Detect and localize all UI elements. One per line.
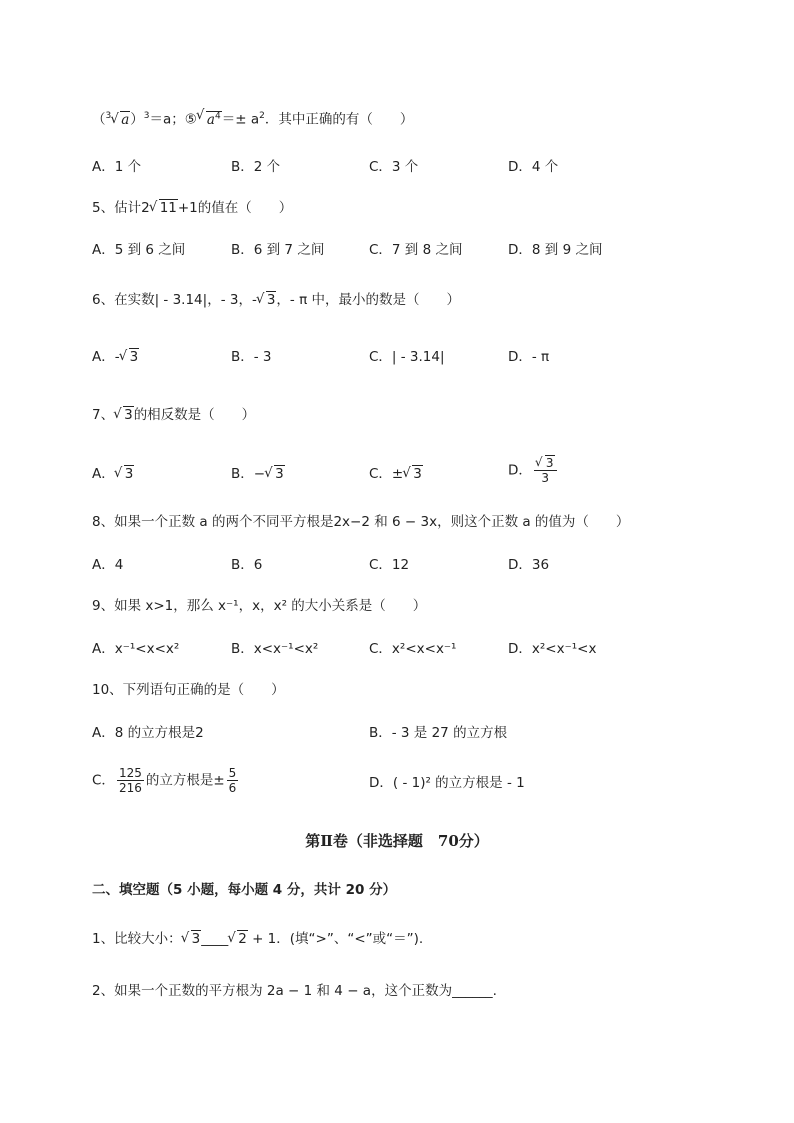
- q5-option-b[interactable]: B．6 到 7 之间: [231, 242, 325, 258]
- fill-question-2: 2、如果一个正数的平方根为 2a − 1 和 4 − a，这个正数为______.: [92, 983, 497, 999]
- q7-pre: 7、: [92, 407, 115, 423]
- q7-opt-a-sqrt: √ 3: [116, 464, 135, 484]
- q8-option-c[interactable]: C．12: [369, 557, 410, 573]
- f1-pre: 1、比较大小：: [92, 931, 182, 947]
- exponent-2: 2: [259, 111, 265, 121]
- q10-fraction-2: $\frac{5}{6}$: [228, 766, 237, 795]
- question-6: [92, 290, 460, 310]
- q6-pre: 6、在实数| - 3.14|，- 3，-: [92, 292, 257, 308]
- q7-post: 的相反数是（ ）: [133, 407, 256, 423]
- q6-option-d[interactable]: D．- π: [508, 349, 550, 365]
- q7-opt-b-label: B．−: [231, 466, 266, 482]
- q7-option-c[interactable]: [369, 464, 423, 484]
- q6-option-a[interactable]: [92, 347, 139, 367]
- q5-post: +1的值在（ ）: [177, 200, 293, 216]
- previous-question-fragment: [92, 106, 413, 130]
- f1-sqrt-2: √ 2: [229, 929, 248, 949]
- question-7: [92, 405, 255, 425]
- section-heading: 二、填空题（5 小题，每小题 4 分，共计 20 分）: [92, 882, 397, 898]
- cube-root-index: 3: [105, 111, 112, 121]
- sqrt-a4: [198, 106, 222, 130]
- q7-opt-b-sqrt: √ 3: [266, 464, 285, 484]
- q7-option-b[interactable]: [231, 464, 285, 484]
- q9-option-c[interactable]: C．x²<x<x⁻¹: [369, 641, 457, 657]
- question-10: 10、下列语句正确的是（ ）: [92, 682, 285, 698]
- q8-option-b[interactable]: B．6: [231, 557, 263, 573]
- equals-a-item5: ＝a；⑤: [149, 111, 197, 128]
- option-d[interactable]: D．4 个: [508, 159, 559, 175]
- q10-opt-c-label: C．: [92, 772, 115, 789]
- q6-option-b[interactable]: B．- 3: [231, 349, 272, 365]
- q7-opt-c-sqrt: √ 3: [404, 464, 423, 484]
- q10-option-d[interactable]: D．( - 1)² 的立方根是 - 1: [369, 775, 525, 791]
- q6-opt-a-label: A．-: [92, 349, 120, 365]
- q9-option-d[interactable]: D．x²<x⁻¹<x: [508, 641, 597, 657]
- plusminus-a: ＝± a: [221, 111, 260, 128]
- q10-fraction-1: $\frac{125}{216}$: [118, 766, 142, 795]
- q6-option-c[interactable]: C．| - 3.14|: [369, 349, 445, 365]
- f1-post: + 1．(填“>”、“<”或“＝”).: [247, 931, 424, 947]
- q10-option-b[interactable]: B．- 3 是 27 的立方根: [369, 725, 508, 741]
- q7-option-a[interactable]: [92, 464, 134, 484]
- option-a[interactable]: A．1 个: [92, 159, 142, 175]
- q8-option-a[interactable]: A．4: [92, 557, 124, 573]
- q10-option-a[interactable]: A．8 的立方根是2: [92, 725, 204, 741]
- q5-pre: 5、估计: [92, 200, 142, 216]
- q7-opt-c-label: C．±: [369, 466, 404, 482]
- q5-option-c[interactable]: C．7 到 8 之间: [369, 242, 463, 258]
- var-a4: a: [206, 111, 215, 128]
- fill-question-1: [92, 929, 423, 949]
- q5-option-d[interactable]: D．8 到 9 之间: [508, 242, 603, 258]
- q6-sqrt: √ 3: [258, 290, 277, 310]
- exponent-4: 4: [214, 111, 221, 121]
- q5-coef: 2: [141, 200, 150, 216]
- f1-sqrt-1: √ 3: [183, 929, 202, 949]
- q8-option-d[interactable]: D．36: [508, 557, 550, 573]
- exponent-3: 3: [143, 111, 150, 121]
- paren-open: （: [92, 111, 106, 128]
- q5-option-a[interactable]: A．5 到 6 之间: [92, 242, 186, 258]
- q10-opt-c-mid: 的立方根是±: [145, 772, 225, 789]
- option-c[interactable]: C．3 个: [369, 159, 419, 175]
- option-b[interactable]: B．2 个: [231, 159, 281, 175]
- q7-option-d[interactable]: [508, 456, 559, 485]
- question-8: 8、如果一个正数 a 的两个不同平方根是2x−2 和 6 − 3x，则这个正数 a 的值为（ ）: [92, 514, 630, 530]
- f1-blank[interactable]: ____: [201, 931, 229, 947]
- paren-close: ）: [130, 111, 144, 128]
- q6-post: ，- π 中，最小的数是（ ）: [276, 292, 461, 308]
- q9-option-a[interactable]: A．x⁻¹<x<x²: [92, 641, 180, 657]
- section-title: 第Ⅱ卷（非选择题 70分）: [305, 832, 489, 850]
- q10-option-c[interactable]: [92, 766, 240, 795]
- q6-opt-a-sqrt: √ 3: [121, 347, 140, 367]
- q5-sqrt: √ 11: [151, 198, 178, 218]
- var-a: a: [121, 111, 130, 128]
- question-5: [92, 198, 292, 218]
- q7-opt-d-fraction: √ $\frac{3}{3}$: [534, 456, 557, 485]
- fragment-tail: ．其中正确的有（ ）: [264, 111, 414, 128]
- q9-option-b[interactable]: B．x<x⁻¹<x²: [231, 641, 319, 657]
- cube-root-a: [112, 110, 130, 130]
- q7-opt-a-label: A．: [92, 466, 115, 482]
- q7-opt-d-label: D．: [508, 462, 532, 479]
- question-9: 9、如果 x>1，那么 x⁻¹，x，x² 的大小关系是（ ）: [92, 598, 427, 614]
- q7-sqrt: √ 3: [115, 405, 134, 425]
